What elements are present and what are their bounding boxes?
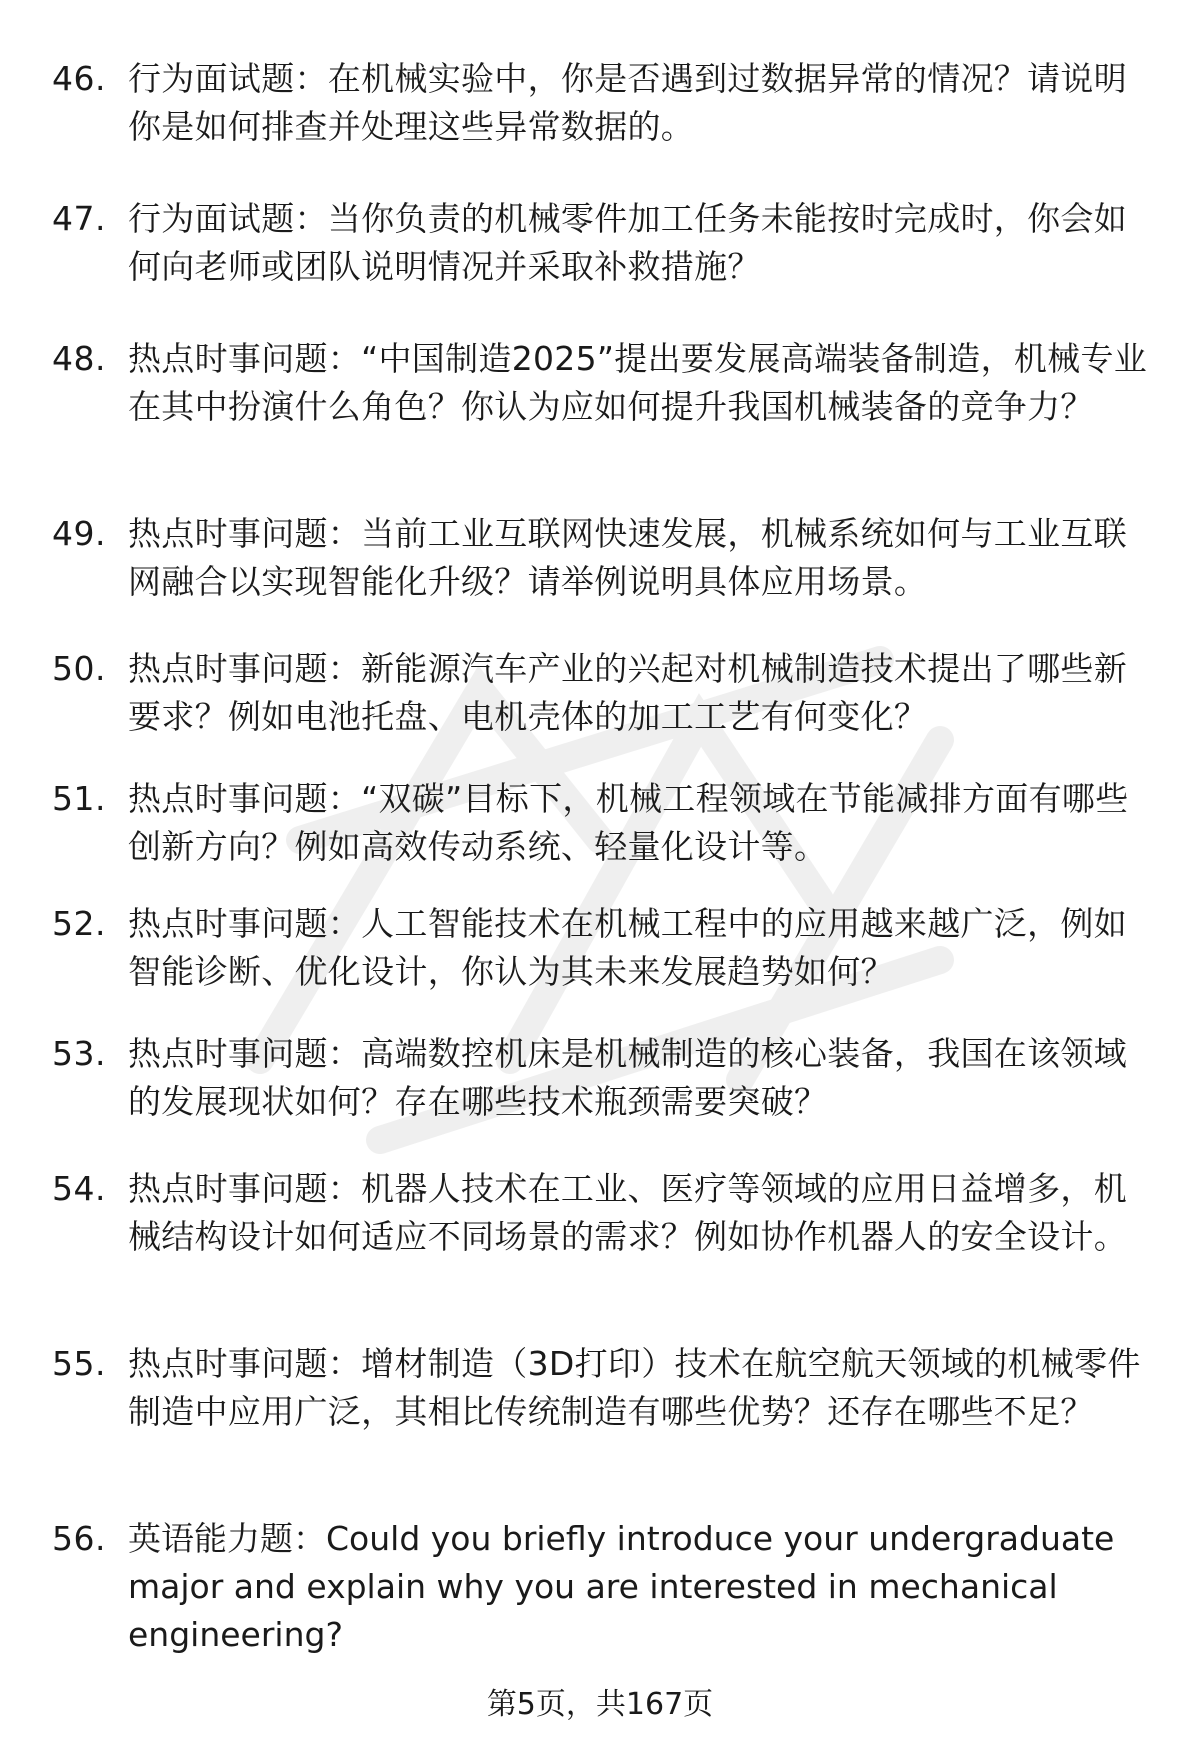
question-text: 热点时事问题：高端数控机床是机械制造的核心装备，我国在该领域的发展现状如何？存在哪些技术瓶颈需要突破？ (128, 1034, 1127, 1121)
question-text: 热点时事问题：人工智能技术在机械工程中的应用越来越广泛，例如智能诊断、优化设计，你认为其未来发展趋势如何？ (128, 904, 1127, 991)
question-text: 热点时事问题：新能源汽车产业的兴起对机械制造技术提出了哪些新要求？例如电池托盘、电机壳体的加工工艺有何变化？ (128, 649, 1127, 736)
question-text: 行为面试题：当你负责的机械零件加工任务未能按时完成时，你会如何向老师或团队说明情况并采取补救措施？ (128, 199, 1127, 286)
question-number: 46. (52, 59, 106, 98)
question-number: 50. (52, 649, 106, 688)
question-number: 56. (52, 1519, 106, 1558)
question-number: 52. (52, 904, 106, 943)
page-footer: 第5页，共167页 (486, 1687, 714, 1722)
question-number: 47. (52, 199, 106, 238)
question-text: 热点时事问题：“中国制造2025”提出要发展高端装备制造，机械专业在其中扮演什么角色？你认为应如何提升我国机械装备的竞争力？ (128, 339, 1148, 426)
question-text: 热点时事问题：机器人技术在工业、医疗等领域的应用日益增多，机械结构设计如何适应不同场景的需求？例如协作机器人的安全设计。 (128, 1169, 1127, 1256)
question-text: 英语能力题：Could you briefly introduce your undergraduate major and explain why you are interested in mechanical engineering? (128, 1519, 1115, 1654)
question-number: 54. (52, 1169, 106, 1208)
question-number: 48. (52, 339, 106, 378)
question-text: 热点时事问题：“双碳”目标下，机械工程领域在节能减排方面有哪些创新方向？例如高效传动系统、轻量化设计等。 (128, 779, 1129, 866)
question-number: 53. (52, 1034, 106, 1073)
question-text: 热点时事问题：增材制造（3D打印）技术在航空航天领域的机械零件制造中应用广泛，其相比传统制造有哪些优势？还存在哪些不足？ (128, 1344, 1141, 1431)
question-text: 行为面试题：在机械实验中，你是否遇到过数据异常的情况？请说明你是如何排查并处理这些异常数据的。 (128, 59, 1127, 146)
question-number: 51. (52, 779, 106, 818)
question-text: 热点时事问题：当前工业互联网快速发展，机械系统如何与工业互联网融合以实现智能化升级？请举例说明具体应用场景。 (128, 514, 1127, 601)
question-number: 49. (52, 514, 106, 553)
question-number: 55. (52, 1344, 106, 1383)
